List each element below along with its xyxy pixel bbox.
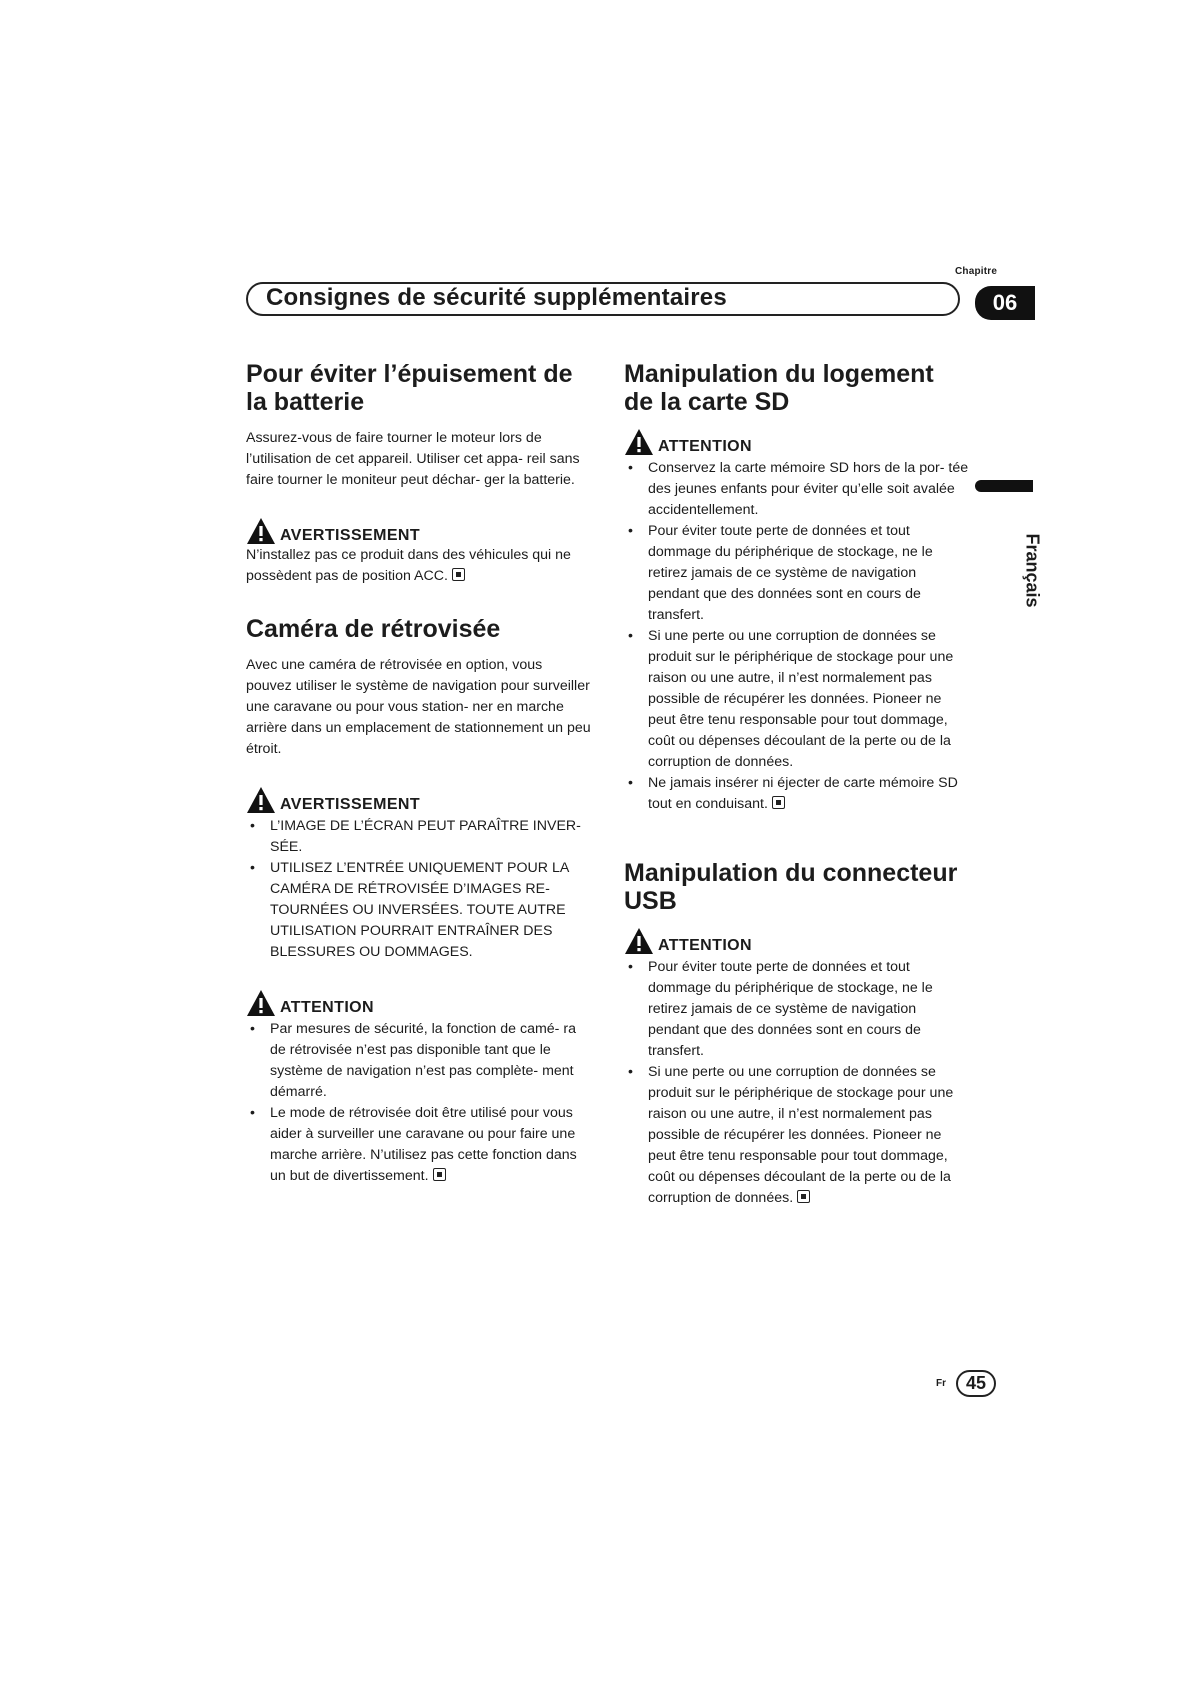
left-column	[246, 360, 591, 1187]
list-item: • Pour éviter toute perte de données et tout dommage du périphérique de stockage, ne le retirez jamais de ce système de navigation pendant que des données sont en cours de transfert.	[624, 957, 969, 1062]
list-item: • Conservez la carte mémoire SD hors de la por- tée des jeunes enfants pour éviter qu’elle soit avalée accidentellement.	[624, 458, 969, 521]
section-heading: Pour éviter l’épuisement de la batterie	[246, 360, 573, 416]
warning-list	[246, 816, 591, 963]
chapter-label: Chapitre	[955, 266, 998, 277]
warning-label: AVERTISSEMENT	[280, 796, 421, 813]
warning-triangle-icon	[246, 989, 276, 1017]
section-usb-connector	[624, 859, 969, 1209]
caution-label: ATTENTION	[280, 999, 374, 1016]
end-mark-icon	[433, 1168, 446, 1181]
warning-triangle-icon	[624, 927, 654, 955]
section-heading: Manipulation du connecteur USB	[624, 859, 958, 915]
list-item: • Si une perte ou une corruption de données se produit sur le périphérique de stockage pour une raison ou une autre, il n’est normalement pas possible de récupérer les données. Pioneer ne peut être tenu responsable pour tout dommage, coût ou dépenses découlant de la perte ou de la corruption de données.	[624, 1062, 969, 1209]
list-item: • Le mode de rétrovisée doit être utilisé pour vous aider à surveiller une caravane ou pour faire une marche arrière. N’utilisez pas cette fonction dans un but de divertissement.	[246, 1103, 591, 1187]
footer-language: Fr	[936, 1378, 946, 1389]
page-footer	[936, 1370, 996, 1397]
language-tab-marker	[975, 480, 1033, 492]
page-number: 45	[956, 1370, 996, 1397]
section-rear-camera	[246, 615, 591, 1187]
section-heading: Manipulation du logement de la carte SD	[624, 360, 934, 416]
warning-label: AVERTISSEMENT	[280, 527, 421, 544]
list-item: • L’IMAGE DE L’ÉCRAN PEUT PARAÎTRE INVER- SÉE.	[246, 816, 591, 858]
warning-header	[246, 786, 591, 814]
chapter-title: Consignes de sécurité supplémentaires	[266, 284, 727, 311]
warning-triangle-icon	[246, 517, 276, 545]
caution-label: ATTENTION	[658, 937, 752, 954]
section-battery	[246, 360, 591, 587]
right-column	[624, 360, 969, 1209]
caution-list	[624, 957, 969, 1209]
warning-text: N’installez pas ce produit dans des véhicules qui ne possèdent pas de position ACC.	[246, 547, 571, 584]
section-body: Avec une caméra de rétrovisée en option, vous pouvez utiliser le système de navigation pour surveiller une caravane ou pour vous station- ner en marche arrière dans un emplacement de stationnement un peu étroit.	[246, 657, 591, 757]
caution-header	[624, 428, 969, 456]
warning-triangle-icon	[246, 786, 276, 814]
list-item: • UTILISEZ L’ENTRÉE UNIQUEMENT POUR LA CAMÉRA DE RÉTROVISÉE D’IMAGES RE- TOURNÉES OU INVERSÉES. TOUTE AUTRE UTILISATION POURRAIT ENTRAÎNER DES BLESSURES OU DOMMAGES.	[246, 858, 591, 963]
list-item: • Ne jamais insérer ni éjecter de carte mémoire SD tout en conduisant.	[624, 773, 969, 815]
caution-list	[624, 458, 969, 815]
section-sd-slot	[624, 360, 969, 815]
caution-header	[246, 989, 591, 1017]
caution-label: ATTENTION	[658, 438, 752, 455]
list-item: • Pour éviter toute perte de données et tout dommage du périphérique de stockage, ne le retirez jamais de ce système de navigation pendant que des données sont en cours de transfert.	[624, 521, 969, 626]
section-body: Assurez-vous de faire tourner le moteur lors de l’utilisation de cet appareil. Utiliser cet appa- reil sans faire tourner le moniteur peut déchar- ger la batterie.	[246, 430, 580, 488]
end-mark-icon	[452, 568, 465, 581]
section-heading: Caméra de rétrovisée	[246, 615, 501, 643]
chapter-number: 06	[975, 286, 1035, 320]
warning-header	[246, 517, 591, 545]
caution-header	[624, 927, 969, 955]
side-language-label: Français	[1022, 533, 1043, 608]
list-item: • Par mesures de sécurité, la fonction de camé- ra de rétrovisée n’est pas disponible tant que le système de navigation n’est pas complète- ment démarré.	[246, 1019, 591, 1103]
warning-triangle-icon	[624, 428, 654, 456]
end-mark-icon	[797, 1190, 810, 1203]
list-item: • Si une perte ou une corruption de données se produit sur le périphérique de stockage pour une raison ou une autre, il n’est normalement pas possible de récupérer les données. Pioneer ne peut être tenu responsable pour tout dommage, coût ou dépenses découlant de la perte ou de la corruption de données.	[624, 626, 969, 773]
caution-list	[246, 1019, 591, 1187]
end-mark-icon	[772, 796, 785, 809]
